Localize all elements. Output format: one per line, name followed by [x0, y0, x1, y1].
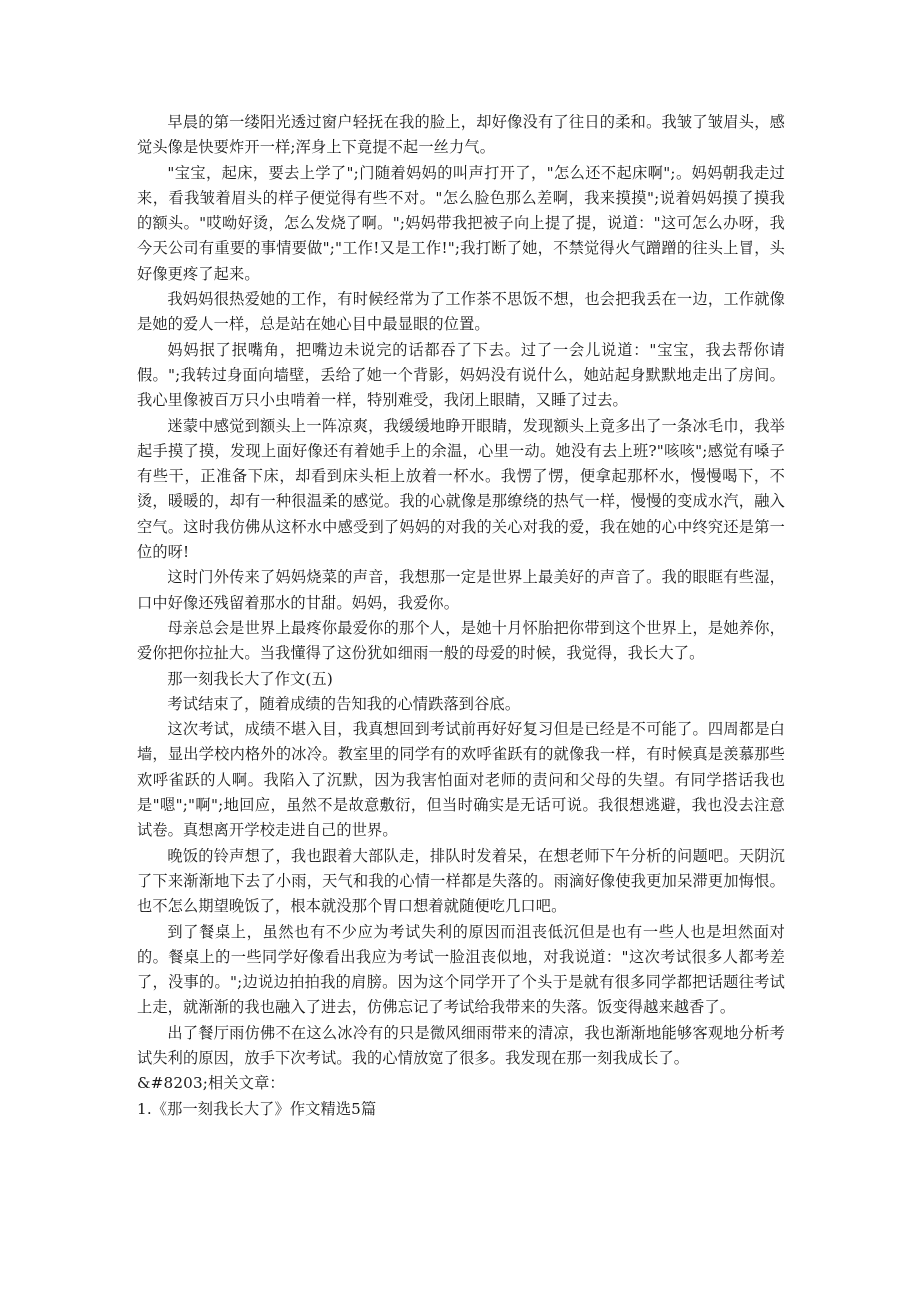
paragraph-11: 晚饭的铃声想了，我也跟着大部队走，排队时发着呆，在想老师下午分析的问题吧。天阴沉了下来渐渐地下去了小雨，天气和我的心情一样都是失落的。雨滴好像使我更加呆滞更加悔恨。也不怎么期望晚饭了，根本就没那个胃口想着就随便吃几口吧。	[137, 846, 785, 916]
related-article-link[interactable]: 1.《那一刻我长大了》作文精选5篇	[137, 1099, 377, 1118]
paragraph-12: 到了餐桌上，虽然也有不少应为考试失利的原因而沮丧低沉但是也有一些人也是坦然面对的。餐桌上的一些同学好像看出我应为考试一脸沮丧似地，对我说道："这次考试很多人都考差了，没事的。";边说边拍拍我的肩膀。因为这个同学开了个头于是就有很多同学都把话题往考试上走，就渐渐的我也融入了进去，仿佛忘记了考试给我带来的失落。饭变得越来越香了。	[137, 922, 785, 1017]
paragraph-2: "宝宝，起床，要去上学了";门随着妈妈的叫声打开了，"怎么还不起床啊";。妈妈朝我走过来，看我皱着眉头的样子便觉得有些不对。"怎么脸色那么差啊，我来摸摸";说着妈妈摸了摸我的额头。"哎呦好烫，怎么发烧了啊。";妈妈带我把被子向上提了提，说道："这可怎么办呀，我今天公司有重要的事情要做";"工作!又是工作!";我打断了她，不禁觉得火气蹭蹭的往头上冒，头好像更疼了起来。	[137, 163, 785, 283]
paragraph-7: 母亲总会是世界上最疼你最爱你的那个人，是她十月怀胎把你带到这个世界上，是她养你，爱你把你拉扯大。当我懂得了这份犹如细雨一般的母爱的时候，我觉得，我长大了。	[137, 618, 785, 663]
paragraph-10: 这次考试，成绩不堪入目，我真想回到考试前再好好复习但是已经是不可能了。四周都是白墙，显出学校内格外的冰冷。教室里的同学有的欢呼雀跃有的就像我一样，有时候真是羡慕那些欢呼雀跃的人啊。我陷入了沉默，因为我害怕面对老师的责问和父母的失望。有同学搭话我也是"嗯";"啊";地回应，虽然不是故意敷衍，但当时确实是无话可说。我很想逃避，我也没去注意试卷。真想离开学校走进自己的世界。	[137, 720, 785, 840]
related-articles-label: &#8203;相关文章：	[137, 1074, 285, 1093]
paragraph-9: 考试结束了，随着成绩的告知我的心情跌落到谷底。	[167, 694, 521, 713]
paragraph-4: 妈妈抿了抿嘴角，把嘴边未说完的话都吞了下去。过了一会儿说道："宝宝，我去帮你请假。";我转过身面向墙壁，丢给了她一个背影，妈妈没有说什么，她站起身默默地走出了房间。我心里像被百万只小虫啃着一样，特别难受，我闭上眼睛，又睡了过去。	[137, 340, 785, 410]
article-body	[137, 110, 785, 1122]
paragraph-1: 早晨的第一缕阳光透过窗户轻抚在我的脸上，却好像没有了往日的柔和。我皱了皱眉头，感觉头像是快要炸开一样;浑身上下竟提不起一丝力气。	[137, 113, 785, 157]
section-heading: 那一刻我长大了作文(五)	[167, 669, 333, 688]
paragraph-3: 我妈妈很热爱她的工作，有时候经常为了工作茶不思饭不想，也会把我丢在一边，工作就像是她的爱人一样，总是站在她心目中最显眼的位置。	[137, 290, 785, 334]
paragraph-6: 这时门外传来了妈妈烧菜的声音，我想那一定是世界上最美好的声音了。我的眼眶有些湿，口中好像还残留着那水的甘甜。妈妈，我爱你。	[137, 568, 785, 612]
paragraph-5: 迷蒙中感觉到额头上一阵凉爽，我缓缓地睁开眼睛，发现额头上竟多出了一条冰毛巾，我举起手摸了摸，发现上面好像还有着她手上的余温，心里一动。她没有去上班?"咳咳";感觉有嗓子有些干，正准备下床，却看到床头柜上放着一杯水。我愣了愣，便拿起那杯水，慢慢喝下，不烫，暖暖的，却有一种很温柔的感觉。我的心就像是那缭绕的热气一样，慢慢的变成水汽，融入空气。这时我仿佛从这杯水中感受到了妈妈的对我的关心对我的爱，我在她的心中终究还是第一位的呀!	[137, 416, 785, 562]
paragraph-13: 出了餐厅雨仿佛不在这么冰冷有的只是微风细雨带来的清凉，我也渐渐地能够客观地分析考试失利的原因，放手下次考试。我的心情放宽了很多。我发现在那一刻我成长了。	[137, 1023, 785, 1067]
